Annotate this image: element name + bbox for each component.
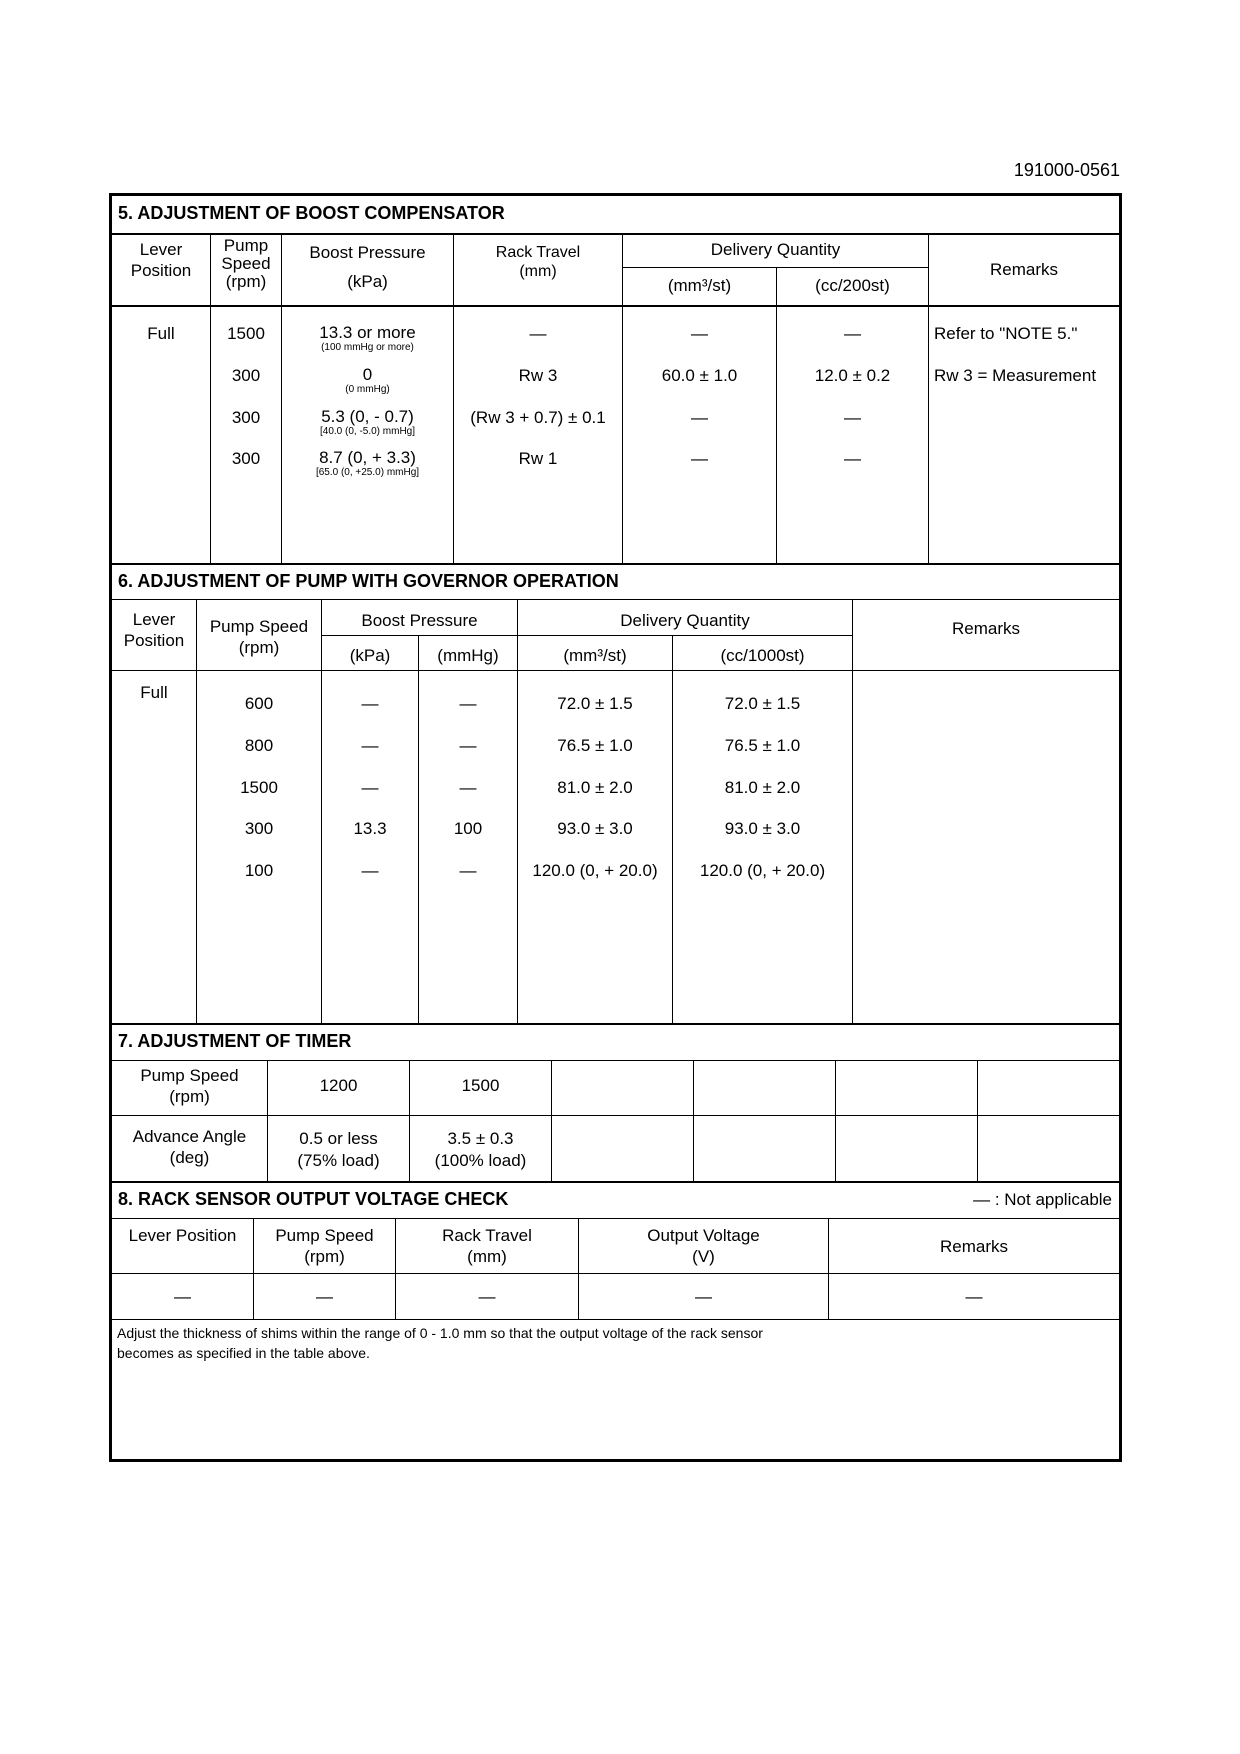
section-divider	[112, 1023, 1119, 1025]
timer-pump-speed-label: Pump Speed (rpm)	[140, 1066, 239, 1106]
section-7-title: 7. ADJUSTMENT OF TIMER	[118, 1031, 352, 1051]
table-cell: Rw 3 = Measurement	[934, 366, 1097, 385]
table-cell: 72.0 ± 1.5	[557, 694, 633, 713]
divider	[112, 1273, 1119, 1274]
table-cell: 120.0 (0, + 20.0)	[699, 861, 826, 880]
table-cell: 81.0 ± 2.0	[557, 778, 633, 797]
table-cell: (Rw 3 + 0.7) ± 0.1	[470, 408, 606, 427]
pump-speed-header: Pump Speed (rpm)	[221, 236, 271, 291]
divider	[551, 1060, 552, 1181]
divider	[112, 233, 1119, 235]
divider	[112, 305, 1119, 307]
section-divider	[112, 1181, 1119, 1183]
table-cell: —	[459, 778, 477, 797]
table-cell: —	[691, 449, 708, 468]
divider	[112, 1319, 1119, 1320]
table-cell: 300	[231, 449, 261, 468]
remarks-header: Remarks	[939, 1237, 1008, 1256]
table-cell: Refer to "NOTE 5."	[934, 324, 1078, 343]
table-cell: 76.5 ± 1.0	[557, 736, 633, 755]
delivery-cc-header: (cc/1000st)	[720, 646, 805, 665]
table-cell: —	[691, 408, 708, 427]
table-cell: 100	[244, 861, 274, 880]
table-cell: —	[174, 1287, 191, 1306]
divider	[112, 599, 1119, 600]
timer-advance-angle-label: Advance Angle (deg)	[132, 1127, 247, 1167]
divider	[852, 599, 853, 1023]
table-cell: —	[965, 1287, 983, 1306]
table-cell: —	[529, 324, 547, 343]
output-voltage-header: Output Voltage (V)	[647, 1226, 760, 1266]
boost-pressure-header: Boost Pressure	[309, 243, 426, 262]
section-5-title: 5. ADJUSTMENT OF BOOST COMPENSATOR	[118, 203, 505, 223]
shim-adjustment-note: Adjust the thickness of shims within the range of 0 - 1.0 mm so that the output voltage of the rack sensor becomes as specified in the table above.	[117, 1325, 763, 1361]
table-cell: —	[695, 1287, 712, 1306]
delivery-mm3-header: (mm³/st)	[667, 276, 732, 295]
table-cell: —	[361, 694, 379, 713]
table-cell-note: (0 mmHg)	[345, 384, 390, 395]
table-cell: 0	[362, 365, 373, 384]
divider	[977, 1060, 978, 1181]
table-cell: —	[361, 778, 379, 797]
mmhg-header: (mmHg)	[437, 646, 499, 665]
table-cell: —	[459, 861, 477, 880]
divider	[112, 670, 1119, 671]
table-cell: 60.0 ± 1.0	[661, 366, 738, 385]
table-cell: 93.0 ± 3.0	[724, 819, 801, 838]
divider	[112, 1115, 1119, 1116]
document-number: 191000-0561	[1013, 160, 1120, 180]
table-cell: 13.3	[353, 819, 387, 838]
divider	[112, 1060, 1119, 1061]
table-cell: 1200	[319, 1076, 358, 1095]
section-8-title: 8. RACK SENSOR OUTPUT VOLTAGE CHECK	[118, 1189, 509, 1209]
table-cell: 81.0 ± 2.0	[724, 778, 801, 797]
kpa-header: (kPa)	[349, 646, 391, 665]
divider	[196, 599, 197, 1023]
table-cell: 3.5 ± 0.3 (100% load)	[434, 1129, 527, 1170]
remarks-header: Remarks	[951, 619, 1020, 638]
divider	[835, 1060, 836, 1181]
table-cell: 800	[244, 736, 274, 755]
table-cell: 120.0 (0, + 20.0)	[532, 861, 658, 880]
section-divider	[112, 563, 1119, 565]
table-cell: 300	[231, 408, 261, 427]
table-cell: 1500	[461, 1076, 500, 1095]
table-cell: Full	[147, 324, 175, 343]
table-cell: —	[316, 1287, 333, 1306]
table-cell: 5.3 (0, - 0.7)	[321, 407, 414, 426]
table-cell: 600	[244, 694, 274, 713]
boost-pressure-header: Boost Pressure	[361, 611, 478, 630]
table-cell: 76.5 ± 1.0	[724, 736, 801, 755]
delivery-mm3-header: (mm³/st)	[563, 646, 627, 665]
table-cell: Rw 3	[518, 366, 558, 385]
table-cell: 300	[231, 366, 261, 385]
not-applicable-legend: — : Not applicable	[973, 1190, 1112, 1209]
divider	[321, 635, 852, 636]
table-cell: —	[361, 861, 379, 880]
table-cell: —	[478, 1287, 496, 1306]
table-cell: —	[844, 408, 861, 427]
divider	[928, 233, 929, 563]
rack-travel-header: Rack Travel (mm)	[495, 244, 581, 280]
lever-position-header: Lever Position	[130, 240, 192, 280]
table-cell: —	[459, 736, 477, 755]
table-cell: —	[361, 736, 379, 755]
table-cell: Full	[140, 683, 168, 702]
boost-pressure-unit: (kPa)	[347, 272, 388, 291]
table-cell: 1500	[227, 324, 265, 343]
table-cell: —	[844, 449, 861, 468]
lever-position-header: Lever Position	[123, 610, 185, 650]
table-cell: 1500	[240, 778, 278, 797]
divider	[693, 1060, 694, 1181]
table-cell: 93.0 ± 3.0	[557, 819, 633, 838]
pump-speed-header: Pump Speed (rpm)	[209, 617, 309, 657]
table-cell: Rw 1	[518, 449, 558, 468]
spec-sheet-frame	[109, 193, 1122, 1462]
section-6-title: 6. ADJUSTMENT OF PUMP WITH GOVERNOR OPERATION	[118, 571, 619, 591]
table-cell: 8.7 (0, + 3.3)	[319, 448, 416, 467]
table-cell: 100	[453, 819, 483, 838]
remarks-header: Remarks	[989, 260, 1058, 279]
delivery-quantity-header: Delivery Quantity	[620, 611, 750, 630]
divider	[112, 1218, 1119, 1219]
lever-position-header: Lever Position	[128, 1226, 237, 1245]
pump-speed-header: Pump Speed (rpm)	[275, 1226, 374, 1266]
table-cell: —	[459, 694, 477, 713]
table-cell-note: [65.0 (0, +25.0) mmHg]	[315, 467, 420, 478]
table-cell: 12.0 ± 0.2	[814, 366, 891, 385]
table-cell: —	[844, 324, 861, 343]
table-cell: 13.3 or more	[319, 323, 416, 342]
table-cell: —	[691, 324, 708, 343]
table-cell-note: (100 mmHg or more)	[321, 342, 414, 353]
table-cell: 0.5 or less (75% load)	[297, 1129, 380, 1170]
delivery-quantity-header: Delivery Quantity	[710, 240, 841, 259]
table-cell-note: [40.0 (0, -5.0) mmHg]	[319, 426, 416, 437]
table-cell: 300	[244, 819, 274, 838]
delivery-cc-header: (cc/200st)	[815, 276, 890, 295]
divider	[453, 233, 454, 563]
table-cell: 72.0 ± 1.5	[724, 694, 801, 713]
rack-travel-header: Rack Travel (mm)	[442, 1226, 532, 1266]
